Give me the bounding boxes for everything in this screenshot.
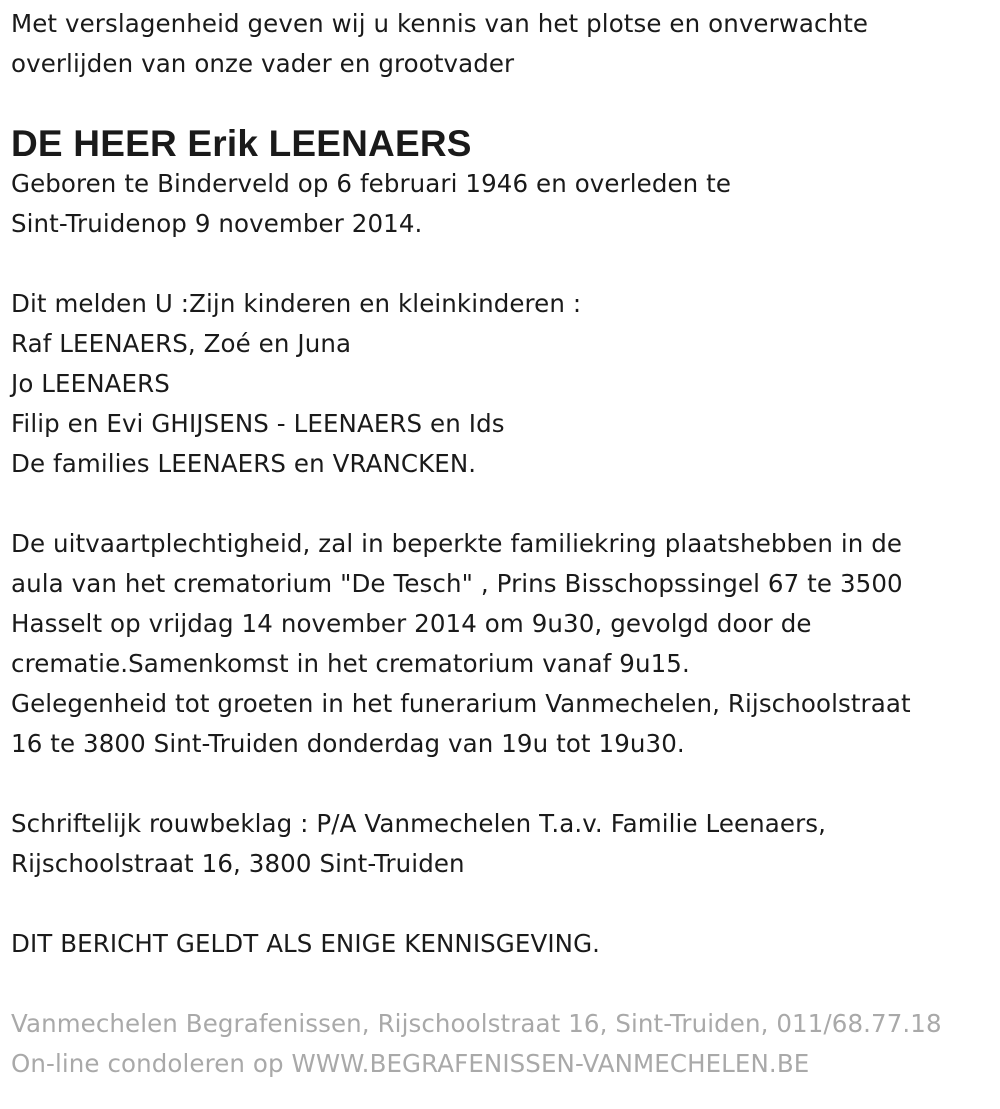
family-member: De families LEENAERS en VRANCKEN. xyxy=(11,449,477,478)
condolences-line: Rijschoolstraat 16, 3800 Sint-Truiden xyxy=(11,849,465,878)
condolences-block xyxy=(11,804,996,884)
spacer xyxy=(11,484,996,524)
birth-death-block xyxy=(11,164,996,244)
family-member: Raf LEENAERS, Zoé en Juna xyxy=(11,329,352,358)
intro-line: Met verslagenheid geven wij u kennis van het plotse en onverwachte xyxy=(11,9,869,38)
condolences-line: Schriftelijk rouwbeklag : P/A Vanmechelen T.a.v. Familie Leenaers, xyxy=(11,809,827,838)
spacer xyxy=(11,244,996,284)
birth-death-line: Geboren te Binderveld op 6 februari 1946 en overleden te xyxy=(11,169,732,198)
spacer xyxy=(11,964,996,1004)
ceremony-line: 16 te 3800 Sint-Truiden donderdag van 19u tot 19u30. xyxy=(11,729,685,758)
spacer xyxy=(11,884,996,924)
ceremony-block xyxy=(11,524,996,764)
funeral-home-footer xyxy=(11,1004,996,1084)
family-member: Jo LEENAERS xyxy=(11,369,170,398)
ceremony-line: Gelegenheid tot groeten in het funerarium Vanmechelen, Rijschoolstraat xyxy=(11,689,911,718)
ceremony-line: aula van het crematorium "De Tesch" , Prins Bisschopssingel 67 te 3500 xyxy=(11,569,903,598)
ceremony-line: De uitvaartplechtigheid, zal in beperkte familiekring plaatshebben in de xyxy=(11,529,903,558)
intro-line: overlijden van onze vader en grootvader xyxy=(11,49,515,78)
footer-line: On-line condoleren op WWW.BEGRAFENISSEN-VANMECHELEN.BE xyxy=(11,1049,810,1078)
ceremony-line: crematie.Samenkomst in het crematorium vanaf 9u15. xyxy=(11,649,690,678)
spacer xyxy=(11,764,996,804)
family-heading: Dit melden U :Zijn kinderen en kleinkinderen : xyxy=(11,289,582,318)
family-block xyxy=(11,284,996,484)
deceased-name: DE HEER Erik LEENAERS xyxy=(11,123,472,164)
footer-line: Vanmechelen Begrafenissen, Rijschoolstraat 16, Sint-Truiden, 011/68.77.18 xyxy=(11,1009,942,1038)
family-member: Filip en Evi GHIJSENS - LEENAERS en Ids xyxy=(11,409,505,438)
birth-death-line: Sint-Truidenop 9 november 2014. xyxy=(11,209,423,238)
notice-line: DIT BERICHT GELDT ALS ENIGE KENNISGEVING. xyxy=(11,929,601,958)
death-notice xyxy=(11,4,996,1084)
intro-block xyxy=(11,4,996,84)
ceremony-line: Hasselt op vrijdag 14 november 2014 om 9u30, gevolgd door de xyxy=(11,609,812,638)
